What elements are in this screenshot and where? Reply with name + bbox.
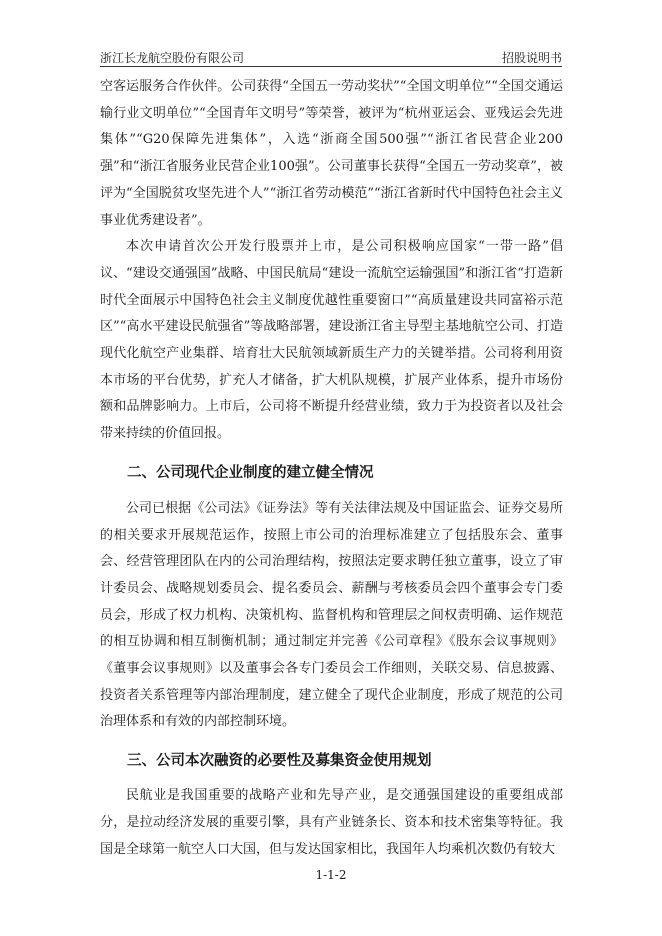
section-heading-financing: 三、公司本次融资的必要性及募集资金使用规划 (127, 753, 432, 770)
header-company-name: 浙江长龙航空股份有限公司 (100, 51, 245, 65)
paragraph-financing: 民航业是我国重要的战略产业和先导产业，是交通强国建设的重要组成部分，是拉动经济发展的重要引擎，具有产业链条长、资本和技术密集等特征。我国是全球第一航空人口大国，但与发达国家相比，我国年人均乘机次数仍有较大 (100, 788, 563, 857)
page-number: 1-1-2 (315, 868, 347, 882)
paragraph-ipo-purpose: 本次申请首次公开发行股票并上市，是公司积极响应国家“一带一路”倡议、“建设交通强国”战略、中国民航局“建设一流航空运输强国”和浙江省“打造新时代全面展示中国特色社会主义制度优越性重要窗口”“高质量建设共同富裕示范区”“高水平建设民航强省”等战略部署，建设浙江省主导型主基地航空公司、打造现代化航空产业集群、培育壮大民航领域新质生产力的关键举措。公司将利用资本市场的平台优势，扩充人才储备，扩大机队规模，扩展产业体系，提升市场份额和品牌影响力。上市后，公司将不断提升经营业绩，致力于为投资者以及社会带来持续的价值回报。 (100, 239, 563, 442)
document-body (100, 74, 563, 863)
header-divider (100, 66, 562, 67)
section-heading-governance: 二、公司现代企业制度的建立健全情况 (127, 464, 374, 481)
paragraph-honors: 空客运服务合作伙伴。公司获得“全国五一劳动奖状”“全国文明单位”“全国交通运输行业文明单位”“全国青年文明号”等荣誉，被评为“杭州亚运会、亚残运会先进集体”“G20保障先进集体”，入选“浙商全国500强”“浙江省民营企业200强”和“浙江省服务业民营企业100强”。公司董事长获得“全国五一劳动奖章”，被评为“全国脱贫攻坚先进个人”“浙江省劳动模范”“浙江省新时代中国特色社会主义事业优秀建设者”。 (100, 79, 563, 228)
paragraph-governance: 公司已根据《公司法》《证券法》等有关法律法规及中国证监会、证券交易所的相关要求开展规范运作，按照上市公司的治理标准建立了包括股东会、董事会、经营管理团队在内的公司治理结构，按照法定要求聘任独立董事，设立了审计委员会、战略规划委员会、提名委员会、薪酬与考核委员会四个董事会专门委员会，形成了权力机构、决策机构、监督机构和管理层之间权责明确、运作规范的相互协调和相互制衡机制；通过制定并完善《公司章程》《股东会议事规则》《董事会议事规则》以及董事会各专门委员会工作细则，关联交易、信息披露、投资者关系管理等内部治理制度，建立健全了现代企业制度，形成了规范的公司治理体系和有效的内部控制环境。 (100, 500, 563, 730)
header-document-type: 招股说明书 (501, 51, 562, 65)
